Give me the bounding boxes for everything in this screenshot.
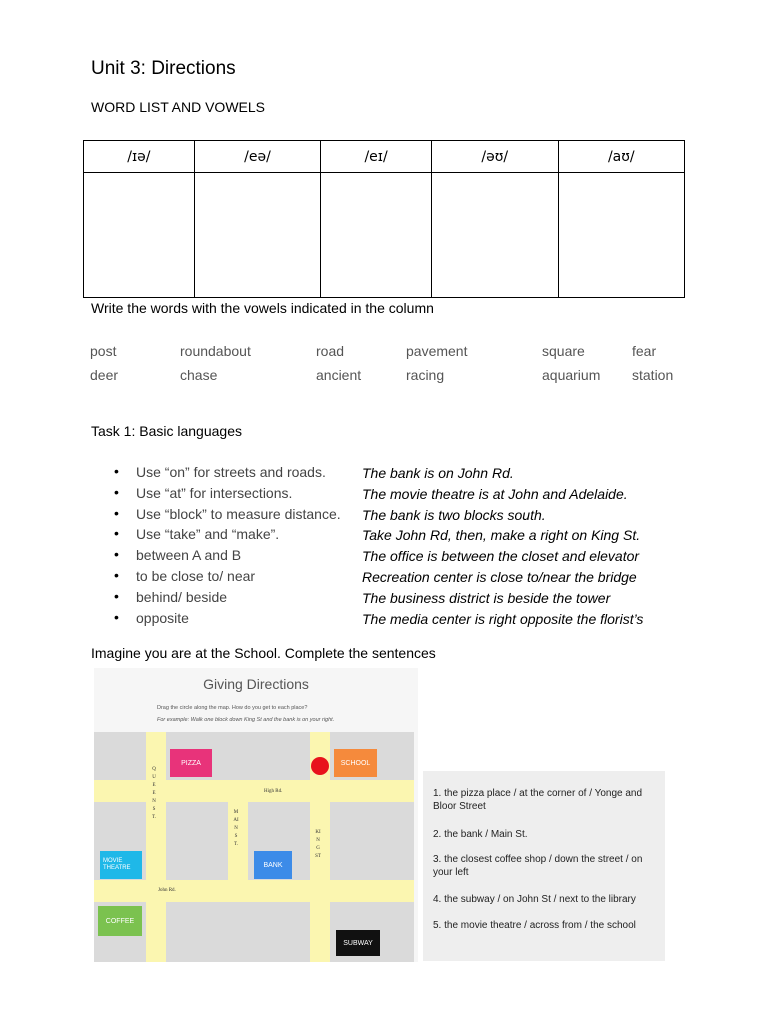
vowel-cell[interactable] (194, 173, 320, 298)
word: square (542, 343, 585, 359)
word: pavement (406, 343, 468, 359)
example-sentence: The media center is right opposite the florist’s (362, 610, 644, 627)
example-sentence: The office is between the closet and elevator (362, 548, 640, 565)
subway-label: SUBWAY (343, 939, 373, 947)
map-example: For example: Walk one block down King St and the bank is on your right. (157, 717, 335, 723)
bank-label: BANK (263, 861, 283, 869)
sentence-prompt: 1. the pizza place / at the corner of / Yonge and Bloor Street (433, 788, 643, 812)
vowel-cell[interactable] (321, 173, 432, 298)
example-sentence: The bank is two blocks south. (362, 506, 546, 523)
word: roundabout (180, 343, 251, 359)
pizza-label: PIZZA (181, 759, 201, 767)
exercise-instruction: Imagine you are at the School. Complete the sentences (91, 645, 436, 661)
coffee-label: COFFEE (105, 917, 135, 925)
vowel-table (83, 140, 685, 298)
rule-item: • Use “at” for intersections. (108, 485, 341, 506)
rule-item: • Use “on” for streets and roads. (108, 464, 341, 485)
queen-street-label: QUEEN ST. (152, 767, 156, 820)
word: station (632, 367, 674, 383)
school-label: SCHOOL (340, 759, 371, 767)
word: deer (90, 367, 119, 383)
john-road (94, 880, 414, 902)
word: fear (632, 343, 657, 359)
vowel-cell[interactable] (558, 173, 684, 298)
bank-block (254, 851, 292, 879)
high-road (94, 780, 414, 802)
map-instruction: Drag the circle along the map. How do you get to each place? (157, 705, 308, 711)
sentence-prompt: 4. the subway / on John St / next to the library (433, 894, 636, 905)
example-sentence: The business district is beside the tower (362, 589, 611, 606)
sentence-prompt: 3. the closest coffee shop / down the street / on your left (433, 854, 643, 878)
king-street-label: KING ST (315, 830, 321, 859)
examples-list (362, 465, 643, 631)
word: ancient (316, 367, 362, 383)
sentence-prompt: 2. the bank / Main St. (433, 829, 528, 840)
word: post (90, 343, 117, 359)
high-road-label: High Rd. (264, 789, 283, 794)
section-heading: WORD LIST AND VOWELS (91, 99, 265, 115)
school-block (334, 749, 377, 777)
rules-list (108, 464, 341, 630)
rule-item: • between A and B (108, 547, 341, 568)
page-title: Unit 3: Directions (91, 58, 236, 79)
john-road-label: John Rd. (158, 888, 176, 893)
rule-item: • to be close to/ near (108, 568, 341, 589)
subway-block (336, 930, 380, 956)
word: chase (180, 367, 218, 383)
map-ground (94, 732, 414, 962)
vowel-header: /aʊ/ (558, 141, 684, 173)
vowel-header: /əʊ/ (431, 141, 558, 173)
instruction-text: Write the words with the vowels indicated in the column (91, 300, 434, 316)
coffee-block (98, 906, 142, 936)
rule-item: • Use “take” and “make”. (108, 526, 341, 547)
sentence-prompt: 5. the movie theatre / across from / the school (433, 920, 636, 931)
rule-item: • Use “block” to measure distance. (108, 506, 341, 527)
vowel-header: /eɪ/ (321, 141, 432, 173)
example-sentence: The bank is on John Rd. (362, 465, 514, 481)
map-title: Giving Directions (203, 676, 309, 692)
vowel-cell[interactable] (84, 173, 195, 298)
word: road (316, 343, 345, 359)
vowel-header: /ɪə/ (84, 141, 195, 173)
position-marker[interactable] (311, 757, 329, 775)
word: racing (406, 367, 445, 383)
vowel-cell[interactable] (431, 173, 558, 298)
directions-map (94, 668, 418, 962)
word: aquarium (542, 367, 601, 383)
task-heading: Task 1: Basic languages (91, 423, 242, 439)
movie-label: MOVIE THEATRE (103, 858, 131, 871)
rule-item: • opposite (108, 610, 341, 631)
example-sentence: The movie theatre is at John and Adelaide. (362, 485, 628, 502)
main-street-label: MAIN ST. (233, 810, 239, 847)
pizza-block (170, 749, 212, 777)
sentences-panel (423, 771, 665, 961)
example-sentence: Recreation center is close to/near the bridge (362, 568, 637, 585)
movie-block (100, 851, 142, 879)
rule-item: • behind/ beside (108, 589, 341, 610)
vowel-header: /eə/ (194, 141, 320, 173)
example-sentence: Take John Rd, then, make a right on King St. (362, 527, 641, 544)
